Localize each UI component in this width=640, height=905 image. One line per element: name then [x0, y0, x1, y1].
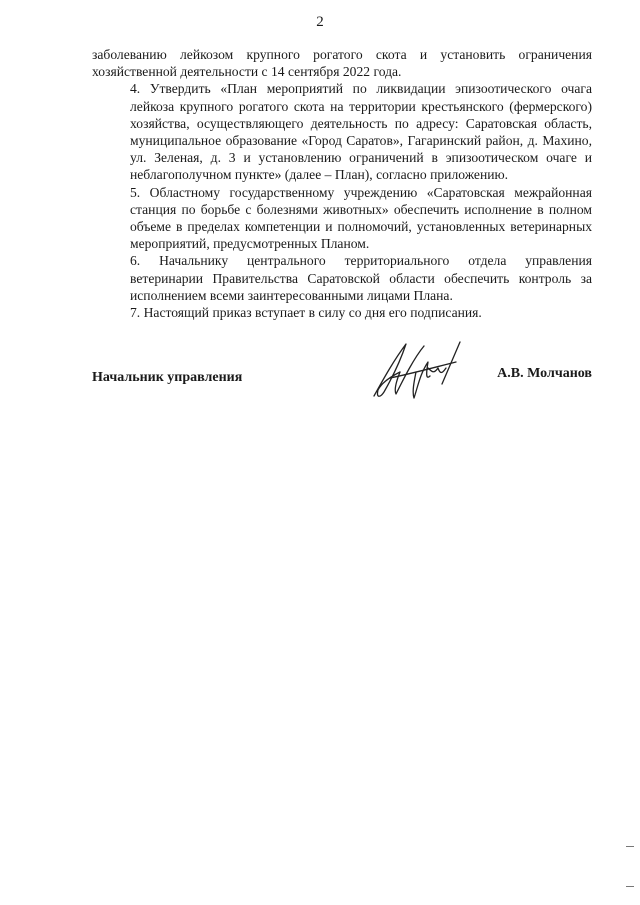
paragraph-item-6: [92, 252, 592, 304]
scan-edge-mark: [626, 846, 634, 847]
page-number: 2: [316, 14, 324, 30]
document-body: [92, 46, 592, 321]
paragraph-item-5: [92, 184, 592, 253]
text-line: заболеванию лейкозом крупного рогатого скота и установить ограничения: [92, 47, 592, 62]
text-line: ул. Зеленая, д. 3 и установлению ограничений в эпизоотическом очаге и: [130, 150, 592, 166]
text-line: неблагополучном пункте» (далее – План), согласно приложению.: [130, 167, 509, 183]
text-line: муниципальное образование «Город Саратов», Гагаринский район, д. Махино,: [130, 133, 592, 149]
signer-title: Начальник управления: [92, 370, 243, 385]
text-line: исполнением всеми заинтересованными лицами Плана.: [130, 287, 453, 303]
text-line: 5. Областному государственному учреждению «Саратовская межрайонная: [130, 184, 592, 200]
text-line: станция по борьбе с болезнями животных» обеспечить исполнение в полном: [130, 201, 592, 217]
paragraph-item-4: [92, 80, 592, 183]
signature-block: [92, 338, 592, 408]
signer-name: А.В. Молчанов: [497, 366, 592, 381]
text-line: хозяйства, осуществляющего деятельность по адресу: Саратовская область,: [130, 115, 592, 131]
text-line: 4. Утвердить «План мероприятий по ликвидации эпизоотического очага: [130, 81, 592, 97]
text-line: хозяйственной деятельности с 14 сентября 2022 года.: [92, 64, 402, 80]
text-line: лейкоза крупного рогатого скота на территории крестьянского (фермерского): [130, 98, 592, 114]
scan-edge-mark: [626, 886, 634, 887]
paragraph-item-7: [92, 304, 592, 321]
text-line: 6. Начальнику центрального территориального отдела управления: [130, 253, 592, 269]
text-line: 7. Настоящий приказ вступает в силу со дня его подписания.: [130, 305, 482, 321]
text-line: ветеринарии Правительства Саратовской области обеспечить контроль за: [130, 270, 592, 286]
handwritten-signature: [370, 338, 480, 404]
text-line: мероприятий, предусмотренных Планом.: [130, 236, 370, 252]
paragraph-continuation: [92, 46, 592, 80]
text-line: объеме в пределах компетенции и полномочий, установленных ветеринарных: [130, 219, 592, 235]
